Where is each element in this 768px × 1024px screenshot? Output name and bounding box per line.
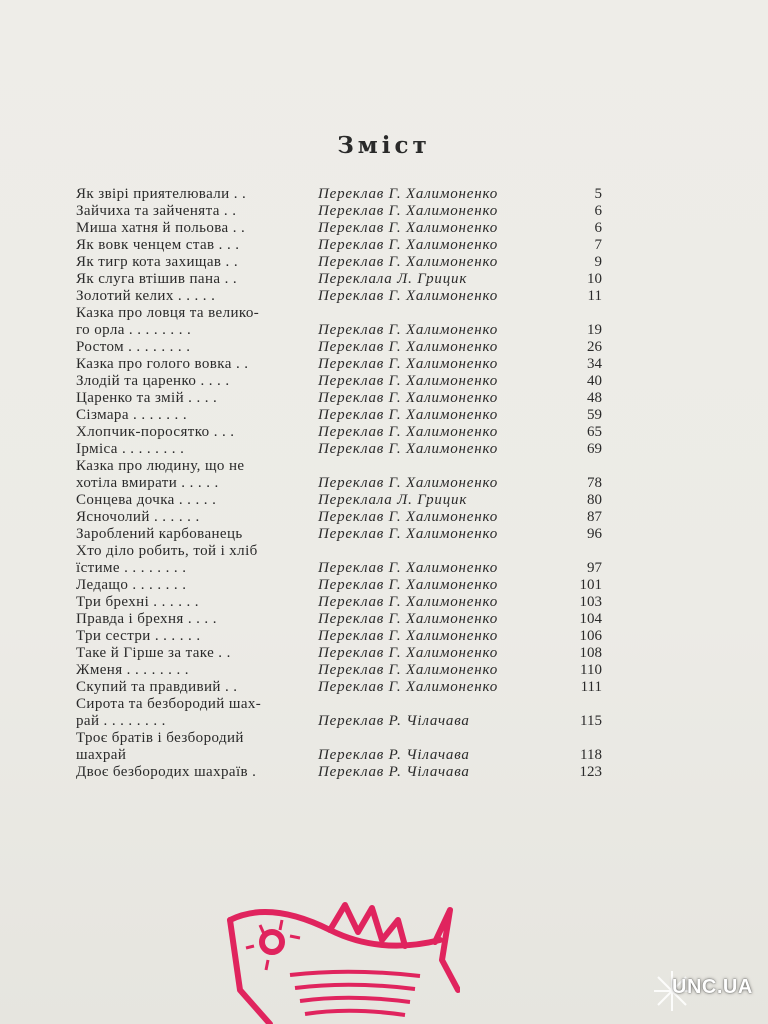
toc-entry-title	[76, 611, 316, 628]
toc-entry-title-line: Ірміса . . . . . . . .	[76, 441, 185, 457]
toc-entry-page: 26	[587, 339, 602, 355]
toc-entry-title-line: Троє братів і безбородий	[76, 730, 244, 746]
toc-entry-page: 48	[587, 390, 602, 406]
toc-entry-page: 103	[579, 594, 602, 610]
toc-entry-page: 97	[587, 560, 602, 576]
toc-entry-translator: Переклав Г. Халимоненко	[318, 390, 499, 406]
toc-entry-title-line: Ростом . . . . . . . .	[76, 339, 191, 355]
toc-entry-title	[76, 390, 316, 407]
toc-entry-title-line: Хлопчик-поросятко . . .	[76, 424, 235, 440]
toc-entry-page: 69	[587, 441, 602, 457]
toc-entry-page: 106	[579, 628, 602, 644]
toc-entry-title	[76, 254, 316, 271]
fish-ornament	[210, 880, 460, 1024]
toc-entry-title-line: Три брехні . . . . . .	[76, 594, 199, 610]
toc-entry-title-line: хотіла вмирати . . . . .	[76, 475, 219, 491]
toc-entry-title-line: Казка про голого вовка . .	[76, 356, 249, 372]
toc-entry-title	[76, 594, 316, 611]
toc-entry-title	[76, 764, 316, 781]
toc-entry-title-line: Таке й Гірше за таке . .	[76, 645, 231, 661]
toc-entry-translator: Переклав Г. Халимоненко	[318, 254, 499, 270]
toc-entry-title	[76, 220, 316, 237]
toc-entry-page: 6	[594, 220, 602, 236]
toc-entry-translator: Переклав Р. Чілачава	[318, 747, 470, 763]
toc-entry-title	[76, 526, 316, 543]
toc-entry-page: 87	[587, 509, 602, 525]
toc-entry-translator: Переклав Г. Халимоненко	[318, 526, 499, 542]
toc-entry-title-line: Як звірі приятелювали . .	[76, 186, 247, 202]
toc-entry-title	[76, 458, 316, 492]
toc-entry-title	[76, 339, 316, 356]
toc-entry-title-line: Як вовк ченцем став . . .	[76, 237, 240, 253]
toc-entry-title	[76, 441, 316, 458]
toc-entry-title-line: Казка про ловця та велико-	[76, 305, 260, 321]
toc-entry-translator: Переклав Р. Чілачава	[318, 764, 470, 780]
toc-entry-title-line: Зароблений карбованець	[76, 526, 243, 542]
toc-entry-page: 115	[580, 713, 602, 729]
toc-entry-page: 34	[587, 356, 602, 372]
toc-entry-translator: Переклала Л. Грицик	[318, 492, 468, 508]
toc-entry-translator: Переклав Г. Халимоненко	[318, 424, 499, 440]
toc-entry-title-line: Правда і брехня . . . .	[76, 611, 217, 627]
toc-entry-page: 40	[587, 373, 602, 389]
toc-entry-title	[76, 679, 316, 696]
toc-entry-title	[76, 373, 316, 390]
toc-entry-translator: Переклав Г. Халимоненко	[318, 509, 499, 525]
toc-entry-title	[76, 407, 316, 424]
toc-entry-page: 104	[579, 611, 602, 627]
toc-entry-translator: Переклав Г. Халимоненко	[318, 339, 499, 355]
toc-entry-translator: Переклав Г. Халимоненко	[318, 203, 499, 219]
toc-entry-title-line: Сирота та безбородий шах-	[76, 696, 262, 712]
toc-entry-title-line: Скупий та правдивий . .	[76, 679, 238, 695]
toc-entry-translator: Переклав Г. Халимоненко	[318, 679, 499, 695]
toc-entry-title	[76, 424, 316, 441]
toc-entry-page: 78	[587, 475, 602, 491]
toc-entry-title-line: Зайчиха та зайченята . .	[76, 203, 237, 219]
page-title: Зміст	[337, 132, 431, 159]
toc-entry-title	[76, 628, 316, 645]
toc-entry-title-line: Миша хатня й польова . .	[76, 220, 246, 236]
toc-entry-title	[76, 271, 316, 288]
toc-entry-page: 6	[594, 203, 602, 219]
toc-entry-page: 111	[580, 679, 602, 695]
toc-entry-translator: Переклав Г. Халимоненко	[318, 288, 499, 304]
toc-entry-page: 7	[594, 237, 602, 253]
toc-entry-title-line: Сонцева дочка . . . . .	[76, 492, 217, 508]
toc-entry-page: 108	[579, 645, 602, 661]
toc-entry-translator: Переклав Г. Халимоненко	[318, 628, 499, 644]
toc-entry-translator: Переклав Г. Халимоненко	[318, 441, 499, 457]
toc-entry-title-line: Двоє безбородих шахраїв .	[76, 764, 257, 780]
toc-entry-title-line: шахрай	[76, 747, 127, 763]
toc-entry-translator: Переклав Г. Халимоненко	[318, 662, 499, 678]
toc-entry-title	[76, 356, 316, 373]
toc-entry-title	[76, 543, 316, 577]
toc-entry-translator: Переклав Г. Халимоненко	[318, 237, 499, 253]
toc-entry-translator: Переклав Г. Халимоненко	[318, 645, 499, 661]
toc-entry-page: 96	[587, 526, 602, 542]
toc-entry-title	[76, 577, 316, 594]
watermark	[652, 966, 762, 1016]
toc-entry-title	[76, 237, 316, 254]
toc-entry-page: 118	[580, 747, 602, 763]
toc-entry-page: 59	[587, 407, 602, 423]
toc-entry-title	[76, 662, 316, 679]
toc-entry-title-line: їстиме . . . . . . . .	[76, 560, 187, 576]
toc-entry-page: 80	[587, 492, 602, 508]
toc-entry-title-line: Золотий келих . . . . .	[76, 288, 216, 304]
watermark-text: UNC.UA	[672, 976, 753, 998]
toc-entry-page: 5	[594, 186, 602, 202]
toc-entry-translator: Переклав Г. Халимоненко	[318, 373, 499, 389]
toc-entry-translator: Переклав Г. Халимоненко	[318, 356, 499, 372]
toc-entry-translator: Переклав Г. Халимоненко	[318, 577, 499, 593]
toc-entry-title-line: Казка про людину, що не	[76, 458, 245, 474]
toc-entry-translator: Переклав Г. Халимоненко	[318, 186, 499, 202]
toc-entry-title-line: го орла . . . . . . . .	[76, 322, 192, 338]
toc-entry-title	[76, 509, 316, 526]
toc-entry-translator: Переклав Г. Халимоненко	[318, 560, 499, 576]
toc-entry-page: 110	[580, 662, 602, 678]
toc-entry-page: 19	[587, 322, 602, 338]
toc-entry-title	[76, 645, 316, 662]
toc-entry-translator: Переклав Г. Халимоненко	[318, 322, 499, 338]
toc-entry-title-line: Жменя . . . . . . . .	[76, 662, 189, 678]
toc-entry-title-line: Хто діло робить, той і хліб	[76, 543, 258, 559]
toc-entry-translator: Переклав Г. Халимоненко	[318, 475, 499, 491]
toc-entry-page: 9	[594, 254, 602, 270]
toc-entry-page: 123	[579, 764, 602, 780]
toc-entry-title-line: Як тигр кота захищав . .	[76, 254, 239, 270]
toc-entry-title	[76, 730, 316, 764]
toc-entry-title-line: Царенко та змій . . . .	[76, 390, 218, 406]
toc-entry-title	[76, 288, 316, 305]
toc-entry-translator: Переклав Г. Халимоненко	[318, 594, 499, 610]
toc-entry-title	[76, 492, 316, 509]
toc-entry-title-line: Як слуга втішив пана . .	[76, 271, 238, 287]
toc-entry-title-line: рай . . . . . . . .	[76, 713, 166, 729]
toc-entry-title	[76, 305, 316, 339]
toc-entry-title-line: Ледащо . . . . . . .	[76, 577, 187, 593]
toc-entry-translator: Переклав Г. Халимоненко	[318, 407, 499, 423]
toc-entry-title-line: Ясночолий . . . . . .	[76, 509, 200, 525]
toc-entry-title-line: Три сестри . . . . . .	[76, 628, 201, 644]
toc-entry-translator: Переклала Л. Грицик	[318, 271, 468, 287]
toc-entry-page: 11	[587, 288, 602, 304]
toc-entry-translator: Переклав Г. Халимоненко	[318, 220, 499, 236]
toc-entry-title	[76, 186, 316, 203]
toc-entry-title	[76, 696, 316, 730]
toc-entry-title	[76, 203, 316, 220]
toc-entry-translator: Переклав Г. Халимоненко	[318, 611, 499, 627]
toc-entry-title-line: Злодій та царенко . . . .	[76, 373, 230, 389]
toc-entry-title-line: Сізмара . . . . . . .	[76, 407, 187, 423]
toc-entry-page: 65	[587, 424, 602, 440]
toc-entry-page: 10	[587, 271, 602, 287]
toc-entry-translator: Переклав Р. Чілачава	[318, 713, 470, 729]
toc-entry-page: 101	[579, 577, 602, 593]
